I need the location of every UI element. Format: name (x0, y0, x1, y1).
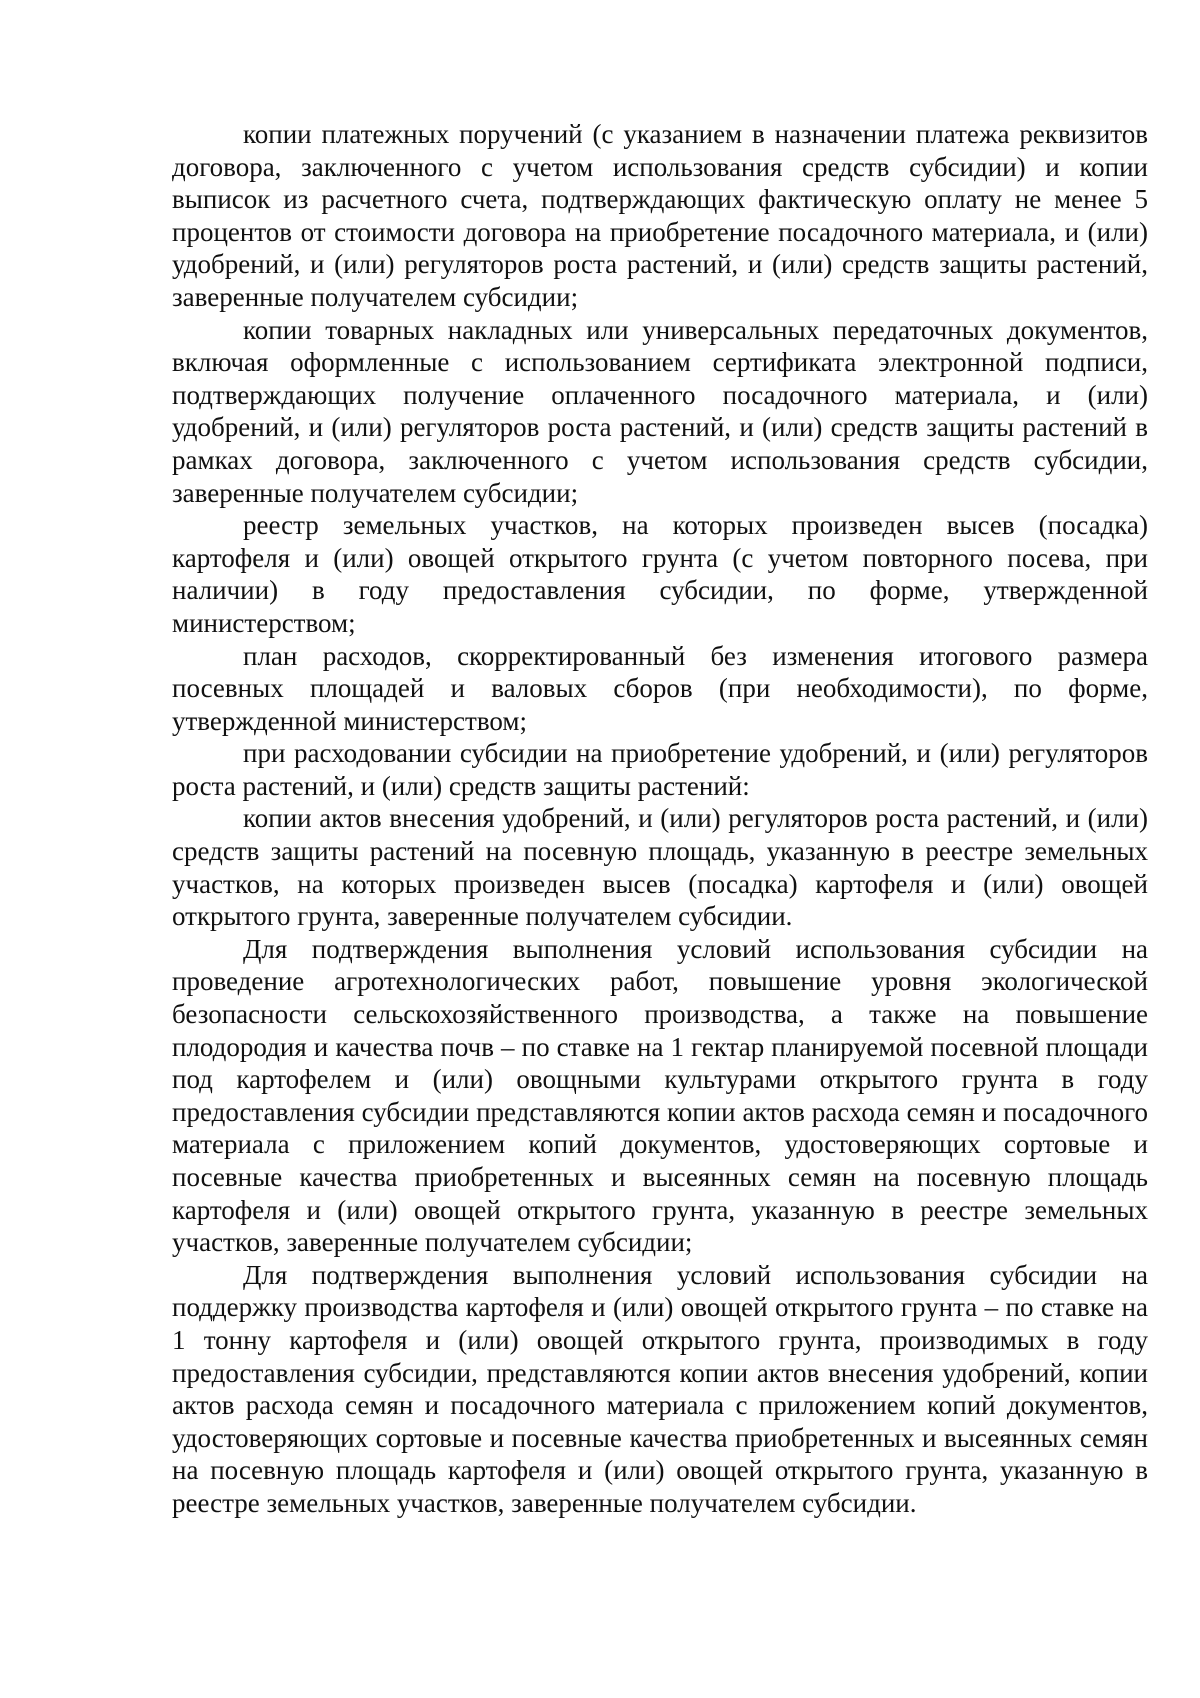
paragraph-application-acts: копии актов внесения удобрений, и (или) регуляторов роста растений, и (или) средств защиты растений на посевную площадь, указанную в реестре земельных участков, на которых произведен высев (посадка) картофеля и (или) овощей открытого грунта, заверенные получателем субсидии. (172, 803, 1148, 932)
document-body (172, 118, 1148, 1520)
paragraph-land-registry: реестр земельных участков, на которых произведен высев (посадка) картофеля и (или) овощей открытого грунта (с учетом повторного посева, при наличии) в году предоставления субсидии, по форме, утвержденной министерством; (172, 510, 1148, 638)
paragraph-production-confirmation: Для подтверждения выполнения условий использования субсидии на поддержку производства картофеля и (или) овощей открытого грунта – по ставке на 1 тонну картофеля и (или) овощей открытого грунта, производимых в году предоставления субсидии, представляются копии актов внесения удобрений, копии актов расхода семян и посадочного материала с приложением копий документов, удостоверяющих сортовые и посевные качества приобретенных и высеянных семян на посевную площадь картофеля и (или) овощей открытого грунта, указанную в реестре земельных участков, заверенные получателем субсидии. (172, 1259, 1148, 1518)
paragraph-expense-plan: план расходов, скорректированный без изменения итогового размера посевных площадей и валовых сборов (при необходимости), по форме, утвержденной министерством; (172, 640, 1148, 736)
paragraph-fertilizer-spending: при расходовании субсидии на приобретение удобрений, и (или) регуляторов роста растений, и (или) средств защиты растений: (172, 738, 1148, 801)
paragraph-waybills: копии товарных накладных или универсальных передаточных документов, включая оформленные с использованием сертификата электронной подписи, подтверждающих получение оплаченного посадочного материала, и (или) удобрений, и (или) регуляторов роста растений, и (или) средств защиты растений в рамках договора, заключенного с учетом использования средств субсидии, заверенные получателем субсидии; (172, 314, 1148, 508)
paragraph-payment-orders: копии платежных поручений (с указанием в назначении платежа реквизитов договора, заключенного с учетом использования средств субсидии) и копии выписок из расчетного счета, подтверждающих фактическую оплату не менее 5 процентов от стоимости договора на приобретение посадочного материала, и (или) удобрений, и (или) регуляторов роста растений, и (или) средств защиты растений, заверенные получателем субсидии; (172, 119, 1148, 312)
paragraph-agrotech-confirmation: Для подтверждения выполнения условий использования субсидии на проведение агротехнологических работ, повышение уровня экологической безопасности сельскохозяйственного производства, а также на повышение плодородия и качества почв – по ставке на 1 гектар планируемой посевной площади под картофелем и (или) овощными культурами открытого грунта в году предоставления субсидии представляются копии актов расхода семян и посадочного материала с приложением копий документов, удостоверяющих сортовые и посевные качества приобретенных и высеянных семян на посевную площадь картофеля и (или) овощей открытого грунта, указанную в реестре земельных участков, заверенные получателем субсидии; (172, 933, 1148, 1258)
